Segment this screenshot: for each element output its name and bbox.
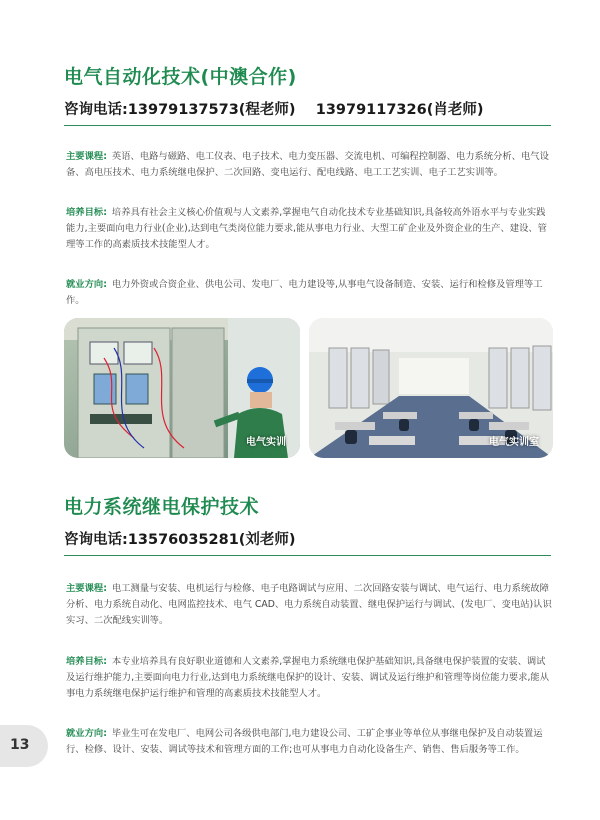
career-label: 就业方向:	[66, 279, 107, 290]
page-number: 13	[10, 737, 30, 753]
goals-text: 本专业培养具有良好职业道德和人文素养,掌握电力系统继电保护基础知识,具备继电保护装置的安装、调试及运行维护能力,主要面向电力行业,达到电力系统继电保护的设计、安装、调试及运行维护和管理等岗位能力要求,能从事电力系统继电保护运行维护和管理的高素质技术技能型人才。	[66, 656, 550, 699]
photo-electrical-lab	[309, 318, 553, 458]
photo1-caption: 电气实训	[246, 437, 286, 448]
section1-title: 电气自动化技术(中澳合作)	[64, 66, 297, 88]
section2-phone: 咨询电话:13576035281(刘老师)	[64, 532, 296, 548]
section2-divider	[64, 555, 551, 556]
photo-electrical-training	[64, 318, 300, 458]
career-text: 电力外资或合资企业、供电公司、发电厂、电力建设等,从事电气设备制造、安装、运行和检修及管理等工作。	[66, 279, 543, 306]
section2-courses	[66, 581, 552, 629]
courses-label: 主要课程:	[66, 583, 107, 594]
courses-text: 电工测量与安装、电机运行与检修、电子电路调试与应用、二次回路安装与调试、电气运行、电力系统故障分析、电力系统自动化、电网监控技术、电气 CAD、电力系统自动装置、继电保护运行与调试、(发电厂、变电站)认识实习、二次配线实训等。	[66, 583, 552, 626]
section1-divider	[64, 125, 551, 126]
goals-label: 培养目标:	[66, 207, 107, 218]
career-text: 毕业生可在发电厂、电网公司各级供电部门,电力建设公司、工矿企事业等单位从事继电保护及自动装置运行、检修、设计、安装、调试等技术和管理方面的工作;也可从事电力自动化设备生产、销售、售后服务等工作。	[66, 728, 543, 755]
page-number-tab	[0, 725, 48, 767]
section1-phone: 咨询电话:13979137573(程老师) 13979117326(肖老师)	[64, 102, 484, 118]
section2-title: 电力系统继电保护技术	[64, 496, 260, 518]
section2-goals	[66, 654, 552, 702]
courses-text: 英语、电路与磁路、电工仪表、电子技术、电力变压器、交流电机、可编程控制器、电力系统分析、电气设备、高电压技术、电力系统继电保护、二次回路、变电运行、配电线路、电工工艺实训、电子工艺实训等。	[66, 151, 549, 178]
courses-label: 主要课程:	[66, 151, 107, 162]
career-label: 就业方向:	[66, 728, 107, 739]
goals-label: 培养目标:	[66, 656, 107, 667]
section1-goals	[66, 205, 552, 253]
section2-career	[66, 726, 552, 758]
goals-text: 培养具有社会主义核心价值观与人文素养,掌握电气自动化技术专业基础知识,具备较高外语水平与专业实践能力,主要面向电力行业(企业),达到电气类岗位能力要求,能从事电力行业、大型工矿企业及外资企业的生产、建设、管理等工作的高素质技术技能型人才。	[66, 207, 547, 250]
section1-courses	[66, 149, 552, 181]
section1-career	[66, 277, 552, 309]
photo2-caption: 电气实训室	[489, 437, 539, 448]
